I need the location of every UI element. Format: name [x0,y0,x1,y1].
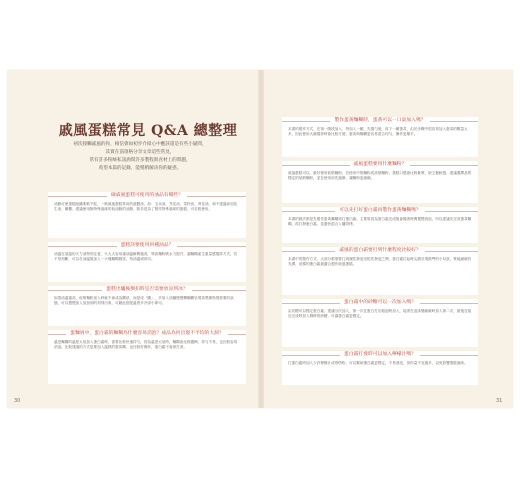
qa-answer: 本書的做法都是先製作蛋黃麵糊再打蛋白霜。主要原因為蛋白霜完成後會隨著時間慢慢消泡，所以建議先完成蛋黃麵糊，再打發蛋白霜，並盡快混合入爐烘烤。 [288,217,472,227]
page-number-left: 30 [14,398,21,404]
page-number-right: 31 [496,398,503,404]
qa-answer: 油溫在加溫的火力須特別注意，火大大容易讓油溫瞬間過高，導致麵粉吸水力提升，讓麵糊產生重量感攪拌方式，若不易判斷，可以在油溫後加入一小塊麵糊測試，待油溫到即可。 [54,252,238,262]
qa-question: 蛋白霜打發時可以加入檸檬汁嗎？ [282,351,478,359]
qa-box [282,161,478,203]
qa-answer: 本書中的製作方式，大部分都需要打到濕性發泡至乾性發泡之間，蛋白霜拉起時尖端呈現微彎的小勾狀，質地細緻有光澤，這樣的蛋白霜最適合製作戚風蛋糕。 [288,257,472,267]
qa-question: 戚風的蛋白霜要打到什麼程度比較好？ [282,247,478,255]
intro-line: 希望本篇的記錄，能稍稍解決你的疑惑。 [98,166,182,171]
qa-question: 製作蛋黃麵糊時，蛋黃可以一口氣加入嗎？ [282,117,478,125]
intro-paragraph [30,141,250,173]
intro-line: 常有許多粉絲私訊詢問許多製程與食材上的問題， [89,158,191,163]
qa-box [282,117,478,157]
qa-answer: 戚風蛋糕可以，最好使用低筋麵粉，若使用中筋麵粉或高筋麵粉，蛋糕口感會比較紮實，缺乏鬆軟感，建議選擇品質穩定的低筋麵粉，並在使用前先過篩，讓麵粉更細緻。 [288,171,472,181]
qa-answer: 如果油溫過高，低筋麵粉加入時就不會成為糊狀，而是成「團」，多加入油鍋慢慢轉麵糊呈現黃黑雜物則需要的狀態，可以慢慢加入加加到的判別出來，可藉此搭配溫度多冷卻小即可。 [54,296,234,306]
book-gutter [258,70,264,408]
qa-box [282,299,478,347]
qa-box [48,192,246,238]
qa-answer: 由於糖可以穩定蛋白霜，建議分次加入，第一次在蛋白打出粗泡時加入，接著在泡沫變細緻時加入第二次，最後在接近完成時加入剩餘的砂糖，可讓蛋白霜更穩定。 [288,309,472,319]
qa-box [48,242,246,282]
qa-box [282,247,478,295]
qa-box [48,286,246,326]
intro-line: 初次接觸戚風的你，相信會如初步介紹心中應該還是有些小疑問， [73,142,207,147]
qa-question: 蛋糕該要使用何種油品？ [48,242,246,250]
qa-question: 蛋麵屑中，蛋白霜的麵糊為什麼容易消泡？成品為何出現不平均的大洞？ [48,330,246,338]
qa-answer: 打蛋白霜時加入少許檸檬汁或塔塔粉，可以幫助蛋白霜更穩定，不易消泡，但份量不宜過多，以免影響蛋糕風味。 [288,361,468,365]
qa-question: 蛋白霜中的砂糖可以一次加入嗎？ [282,299,478,307]
qa-question: 可以先打好蛋白霜再製作蛋黃麵糊嗎？ [282,207,478,215]
qa-answer: 溫是麵糊的溫度太低加入蛋白霜時，需要比較快速拌勻，因為溫度太低時，麵糊會比較濃稠，拌勻不易，也比較容易消泡。比較建議的方式是要加入溫熱的蛋黃糊，也比較好操作，蛋白霜不會被打消。 [54,340,238,350]
qa-box [48,330,246,384]
page-title: 戚風蛋糕常見 Q&A 總整理 [58,123,238,139]
qa-question: 戚風蛋糕要用什麼麵粉？ [282,161,478,169]
intro-line: 其實在前項格分享文章這些常見， [105,150,175,155]
qa-box [282,351,478,385]
qa-question: 蛋糕出爐後倒扣時是否需要放涼到冰？ [48,286,246,294]
qa-answer: 油脂可使蛋糕組織柔軟不乾，一般戚風蛋糕常用的液體油，如：玉米油、芥花油、菜籽油、葵花油，和不建議添加花生油、橄欖、建議使用無特殊風味的低油脂的油脂，除非是為了製作特殊風味的蛋糕，可另酌使用。 [54,202,238,212]
qa-box [282,207,478,243]
qa-answer: 本書的製作方式，在第一階段加入，每加入一顆，先攪勻後，再下一顆蛋黃，由於步驟中很容易加入蛋黃的數量太多，因此使用大碗攪拌時會比較方便，蛋黃與麵糊更容易混合均勻，操作更順手。 [288,127,468,137]
qa-question: 做戚風蛋糕可使用的油品有哪些？ [48,192,246,200]
